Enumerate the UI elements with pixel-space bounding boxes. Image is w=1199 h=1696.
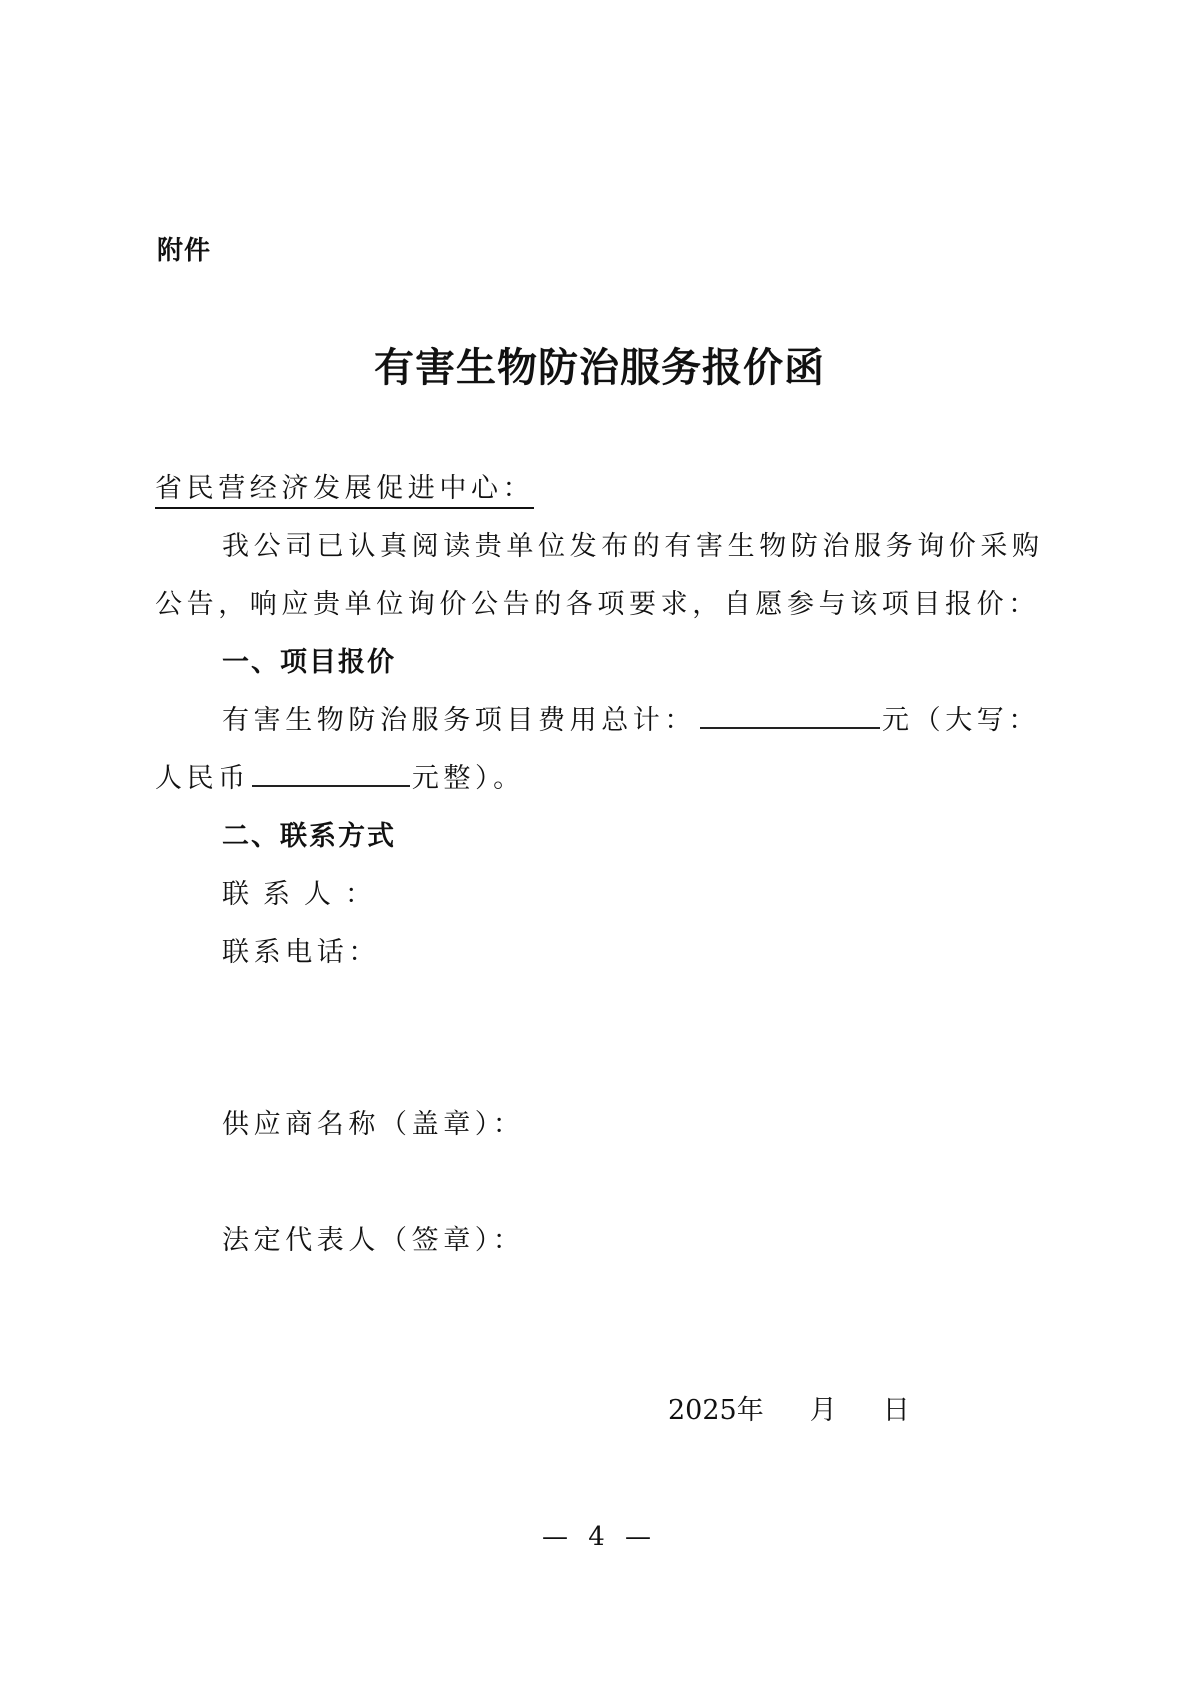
page-number: — 4 — [541, 1522, 658, 1552]
rmb-suffix: 元整）。 [411, 763, 525, 794]
rmb-capital-line [155, 756, 525, 795]
fee-total-label: 有害生物防治服务项目费用总计： [222, 705, 696, 736]
date-month: 月 [809, 1395, 837, 1426]
document-title: 有害生物防治服务报价函 [374, 344, 825, 391]
intro-paragraph-line-2: 公告，响应贵单位询价公告的各项要求，自愿参与该项目报价： [155, 589, 1040, 620]
rmb-capital-blank[interactable] [252, 761, 410, 787]
contact-phone-label: 联系电话： [222, 937, 380, 968]
contact-person-label: 联系人： [222, 879, 386, 910]
date-year: 2025年 [668, 1395, 764, 1426]
fee-unit-label: 元（大写： [882, 705, 1040, 736]
legal-rep-label: 法定代表人（签章）： [222, 1225, 525, 1256]
intro-paragraph-line-1: 我公司已认真阅读贵单位发布的有害生物防治服务询价采购 [222, 531, 1044, 562]
date-day: 日 [882, 1395, 910, 1426]
section-heading-contact: 二、联系方式 [222, 821, 396, 852]
date-line [668, 1388, 910, 1427]
addressee: 省民营经济发展促进中心： [155, 466, 534, 509]
supplier-name-label: 供应商名称（盖章）： [222, 1109, 525, 1140]
attachment-label: 附件 [157, 236, 212, 266]
fee-total-blank[interactable] [700, 703, 880, 729]
section-heading-quote: 一、项目报价 [222, 647, 396, 678]
fee-total-line [222, 698, 1040, 737]
rmb-label: 人民币 [155, 763, 250, 794]
